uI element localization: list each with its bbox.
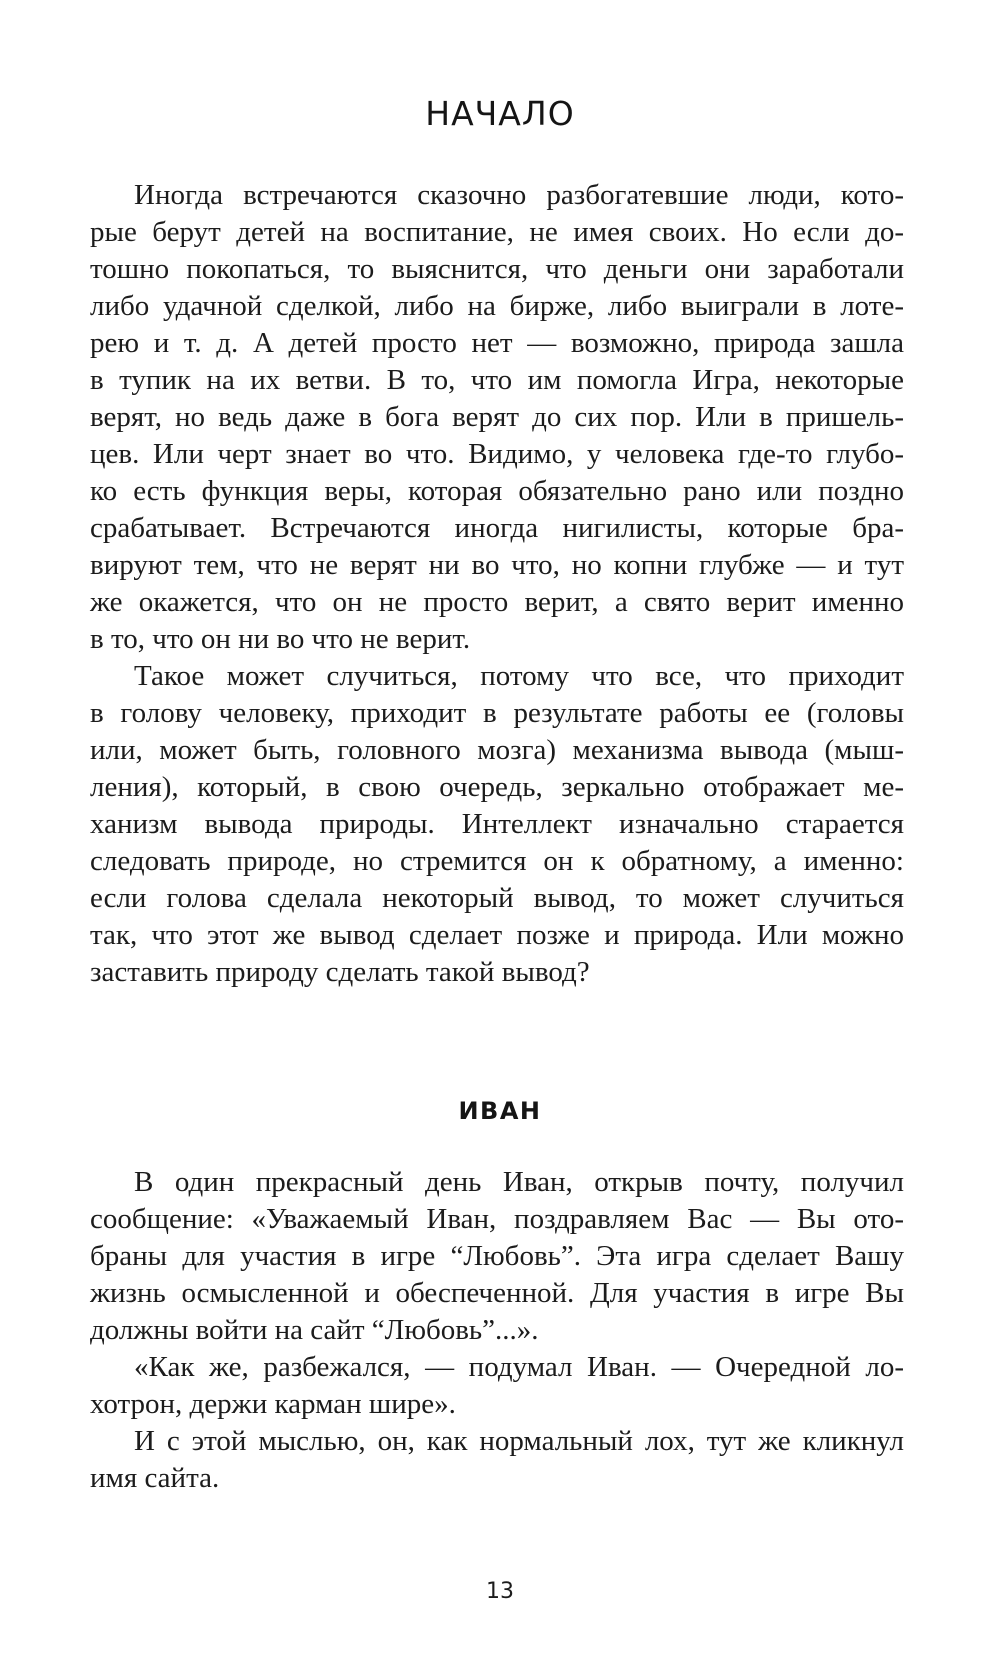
text-line: ко есть функция веры, которая обязательно рано или поздно [90, 475, 904, 507]
text-line: либо удачной сделкой, либо на бирже, либо выиграли в лоте- [90, 290, 904, 322]
text-line: цев. Или черт знает во что. Видимо, у человека где-то глубо- [90, 438, 904, 470]
text-line: если голова сделала некоторый вывод, то может случиться [90, 882, 904, 914]
text-line: И с этой мыслью, он, как нормальный лох, тут же кликнул [134, 1425, 904, 1457]
text-line: в голову человеку, приходит в результате работы ее (головы [90, 697, 904, 729]
text-line: браны для участия в игре “Любовь”. Эта игра сделает Вашу [90, 1240, 904, 1272]
text-line: ханизм вывода природы. Интеллект изначально старается [90, 808, 904, 840]
page-number: 13 [486, 1579, 514, 1604]
text-line: В один прекрасный день Иван, открыв почту, получил [134, 1166, 904, 1198]
text-line: рые берут детей на воспитание, не имея своих. Но если до- [90, 216, 904, 248]
text-line: в то, что он ни во что не верит. [90, 623, 471, 655]
text-line: вируют тем, что не верят ни во что, но копни глубже — и тут [90, 549, 904, 581]
text-line: хотрон, держи карман шире». [90, 1388, 456, 1420]
text-line: Иногда встречаются сказочно разбогатевшие люди, кото- [134, 179, 904, 211]
text-line: срабатывает. Встречаются иногда нигилисты, которые бра- [90, 512, 904, 544]
text-line: сообщение: «Уважаемый Иван, поздравляем Вас — Вы ото- [90, 1203, 904, 1235]
text-line: следовать природе, но стремится он к обратному, а именно: [90, 845, 904, 877]
text-line: же окажется, что он не просто верит, а свято верит именно [90, 586, 904, 618]
chapter-title-ivan: ИВАН [458, 1097, 542, 1125]
text-line: «Как же, разбежался, — подумал Иван. — Очередной ло- [134, 1351, 904, 1383]
text-line: имя сайта. [90, 1462, 220, 1494]
text-line: ления), который, в свою очередь, зеркально отображает ме- [90, 771, 904, 803]
text-line: или, может быть, головного мозга) механизма вывода (мыш- [90, 734, 904, 766]
text-line: жизнь осмысленной и обеспеченной. Для участия в игре Вы [90, 1277, 904, 1309]
chapter-nachalo-text [90, 177, 904, 991]
chapter-title-nachalo: НАЧАЛО [425, 94, 575, 133]
text-line: верят, но ведь даже в бога верят до сих пор. Или в пришель- [90, 401, 904, 433]
text-line: рею и т. д. А детей просто нет — возможно, природа зашла [90, 327, 904, 359]
text-line: Такое может случиться, потому что все, что приходит [134, 660, 904, 692]
text-line: должны войти на сайт “Любовь”...». [90, 1314, 539, 1346]
text-line: в тупик на их ветви. В то, что им помогла Игра, некоторые [90, 364, 904, 396]
chapter-ivan-text [90, 1164, 904, 1497]
text-line: тошно покопаться, то выяснится, что деньги они заработали [90, 253, 904, 285]
text-line: заставить природу сделать такой вывод? [90, 956, 590, 988]
text-line: так, что этот же вывод сделает позже и природа. Или можно [90, 919, 904, 951]
